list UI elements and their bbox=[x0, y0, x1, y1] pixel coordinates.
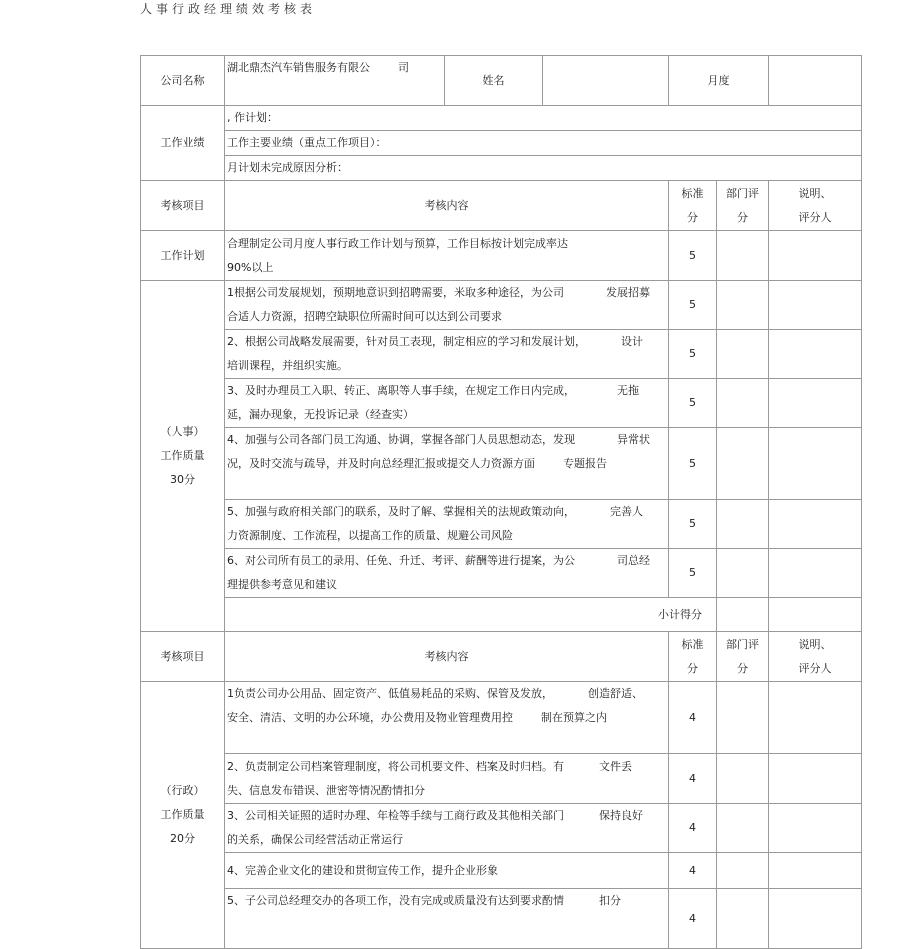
col-standard-header bbox=[669, 181, 717, 231]
month-label: 月度 bbox=[669, 56, 769, 106]
col-note-header bbox=[769, 632, 862, 682]
admin-section-label bbox=[141, 682, 225, 949]
hr-item-dept-score[interactable] bbox=[717, 500, 769, 549]
col-dept-header bbox=[717, 181, 769, 231]
work-plan-label: 工作计划 bbox=[141, 231, 225, 281]
hr-item-line1: 6、对公司所有员工的录用、任免、升迁、考评、薪酬等进行提案，为公 司总经 bbox=[227, 554, 650, 567]
admin-item-dept-score[interactable] bbox=[717, 754, 769, 804]
admin-item-line2: 的关系，确保公司经营活动正常运行 bbox=[227, 833, 403, 846]
table-row bbox=[141, 281, 862, 330]
hr-item-note[interactable] bbox=[769, 379, 862, 428]
col-item-header: 考核项目 bbox=[141, 181, 225, 231]
hr-item-line1: 5、加强与政府相关部门的联系，及时了解、掌握相关的法规政策动向， 完善人 bbox=[227, 505, 643, 518]
col-note-line1: 说明、 bbox=[798, 637, 832, 651]
admin-item-note[interactable] bbox=[769, 682, 862, 754]
hr-item-dept-score[interactable] bbox=[717, 549, 769, 598]
name-label: 姓名 bbox=[445, 56, 543, 106]
admin-item-note[interactable] bbox=[769, 889, 862, 949]
hr-item-dept-score[interactable] bbox=[717, 330, 769, 379]
company-value[interactable]: 湖北鼎杰汽车销售服务有限公 司 bbox=[225, 56, 445, 106]
col-dept-line2: 分 bbox=[737, 210, 748, 224]
hr-item-note[interactable] bbox=[769, 330, 862, 379]
admin-item-note[interactable] bbox=[769, 853, 862, 889]
admin-item-note[interactable] bbox=[769, 804, 862, 853]
admin-item-content bbox=[225, 804, 669, 853]
unfinished-analysis-line[interactable]: 月计划未完成原因分析： bbox=[225, 156, 862, 181]
subtotal-row bbox=[141, 598, 862, 632]
hr-label-line2: 工作质量 bbox=[160, 449, 205, 462]
admin-item-line1: 2、负责制定公司档案管理制度，将公司机要文件、档案及时归档。有 文件丢 bbox=[227, 759, 632, 773]
col-note-line1: 说明、 bbox=[798, 186, 832, 200]
col-dept-line1: 部门评 bbox=[726, 637, 759, 651]
col-dept-header bbox=[717, 632, 769, 682]
col-standard-line1: 标准 bbox=[681, 637, 704, 651]
hr-item-line2: 理提供参考意见和建议 bbox=[227, 578, 337, 591]
hr-item-score: 5 bbox=[669, 549, 717, 598]
col-content-header: 考核内容 bbox=[225, 632, 669, 682]
admin-item-score: 4 bbox=[669, 754, 717, 804]
hr-item-content bbox=[225, 500, 669, 549]
header-row bbox=[141, 56, 862, 106]
admin-label-line1: （行政） bbox=[160, 784, 205, 797]
admin-item-dept-score[interactable] bbox=[717, 682, 769, 754]
hr-item-score: 5 bbox=[669, 500, 717, 549]
table-row bbox=[141, 804, 862, 853]
document-title: 人事行政经理绩效考核表 bbox=[140, 2, 317, 16]
hr-item-line1: 3、及时办理员工入职、转正、离职等人事手续，在规定工作日内完成， 无拖 bbox=[227, 384, 639, 397]
hr-item-note[interactable] bbox=[769, 500, 862, 549]
hr-item-line1: 1根据公司发展规划，预期地意识到招聘需要，米取多种途径，为公司 发展招募 bbox=[227, 286, 650, 299]
hr-item-line1: 4、加强与公司各部门员工沟通、协调，掌握各部门人员思想动态，发现 异常状 bbox=[227, 433, 650, 446]
hr-item-score: 5 bbox=[669, 330, 717, 379]
hr-item-dept-score[interactable] bbox=[717, 379, 769, 428]
admin-item-note[interactable] bbox=[769, 754, 862, 804]
work-plan-row bbox=[141, 231, 862, 281]
company-label: 公司名称 bbox=[141, 56, 225, 106]
col-dept-line1: 部门评 bbox=[726, 186, 759, 200]
table-row bbox=[141, 549, 862, 598]
hr-item-score: 5 bbox=[669, 281, 717, 330]
month-value[interactable] bbox=[769, 56, 862, 106]
hr-item-score: 5 bbox=[669, 379, 717, 428]
table-row bbox=[141, 379, 862, 428]
work-plan-note[interactable] bbox=[769, 231, 862, 281]
admin-item-dept-score[interactable] bbox=[717, 804, 769, 853]
col-standard-line2: 分 bbox=[687, 210, 698, 224]
hr-item-note[interactable] bbox=[769, 549, 862, 598]
admin-item-line1: 3、公司相关证照的适时办理、年检等手续与工商行政及其他相关部门 保持良好 bbox=[227, 809, 643, 822]
col-note-line2: 评分人 bbox=[798, 210, 832, 224]
admin-item-dept-score[interactable] bbox=[717, 853, 769, 889]
subtotal-dept-score[interactable] bbox=[717, 598, 769, 632]
col-note-line2: 评分人 bbox=[798, 661, 832, 675]
admin-item-line1: 1负责公司办公用品、固定资产、低值易耗品的采购、保管及发放， 创造舒适、 bbox=[227, 687, 643, 700]
work-plan-score: 5 bbox=[669, 231, 717, 281]
assessment-table bbox=[140, 55, 862, 949]
hr-item-line2: 况，及时交流与疏导，并及时向总经理汇报或提交人力资源方面 专题报告 bbox=[227, 457, 607, 470]
admin-item-line2: 安全、清洁、文明的办公环境，办公费用及物业管理费用控 制在预算之内 bbox=[227, 711, 607, 724]
admin-item-line2: 失、信息发布错误、泄密等情况酌情扣分 bbox=[227, 783, 425, 797]
hr-item-line2: 培训课程，并组织实施。 bbox=[227, 359, 348, 372]
table-row bbox=[141, 853, 862, 889]
main-achievements-line[interactable]: 工作主要业绩（重点工作项目）： bbox=[225, 131, 862, 156]
work-plan-line[interactable]: , 作计划： bbox=[225, 106, 862, 131]
admin-label-line3: 20分 bbox=[170, 832, 195, 845]
column-header-row bbox=[141, 181, 862, 231]
hr-item-content bbox=[225, 281, 669, 330]
work-plan-content-line2: 90%以上 bbox=[227, 260, 274, 274]
hr-label-line3: 30分 bbox=[170, 473, 195, 486]
hr-item-note[interactable] bbox=[769, 281, 862, 330]
hr-item-content bbox=[225, 428, 669, 500]
work-performance-label: 工作业绩 bbox=[141, 106, 225, 181]
col-content-header: 考核内容 bbox=[225, 181, 669, 231]
hr-item-dept-score[interactable] bbox=[717, 281, 769, 330]
hr-section-label bbox=[141, 281, 225, 632]
admin-item-dept-score[interactable] bbox=[717, 889, 769, 949]
hr-item-line2: 合适人力资源，招聘空缺职位所需时间可以达到公司要求 bbox=[227, 310, 502, 323]
table-row bbox=[141, 428, 862, 500]
column-header-row bbox=[141, 632, 862, 682]
admin-item-content: 4、完善企业文化的建设和贯彻宣传工作，提升企业形象 bbox=[225, 853, 669, 889]
table-row bbox=[141, 330, 862, 379]
col-standard-line2: 分 bbox=[687, 661, 698, 675]
hr-item-line1: 2、根据公司战略发展需要，针对员工表现，制定相应的学习和发展计划， 设计 bbox=[227, 335, 643, 348]
admin-item-content bbox=[225, 754, 669, 804]
admin-item-score: 4 bbox=[669, 804, 717, 853]
hr-item-content bbox=[225, 379, 669, 428]
hr-item-note[interactable] bbox=[769, 428, 862, 500]
work-plan-content-line1: 合理制定公司月度人事行政工作计划与预算，工作目标按计划完成率达 bbox=[227, 236, 568, 250]
hr-item-line2: 延，漏办现象，无投诉记录（经查实） bbox=[227, 408, 414, 421]
work-plan-content bbox=[225, 231, 669, 281]
admin-label-line2: 工作质量 bbox=[160, 808, 205, 821]
col-note-header bbox=[769, 181, 862, 231]
work-plan-dept-score[interactable] bbox=[717, 231, 769, 281]
hr-item-score: 5 bbox=[669, 428, 717, 500]
admin-item-score: 4 bbox=[669, 889, 717, 949]
admin-item-content bbox=[225, 682, 669, 754]
table-row bbox=[141, 889, 862, 949]
hr-label-line1: （人事） bbox=[160, 425, 205, 438]
col-standard-line1: 标准 bbox=[681, 186, 704, 200]
hr-item-dept-score[interactable] bbox=[717, 428, 769, 500]
col-standard-header bbox=[669, 632, 717, 682]
hr-item-content bbox=[225, 549, 669, 598]
col-dept-line2: 分 bbox=[737, 661, 748, 675]
admin-item-score: 4 bbox=[669, 682, 717, 754]
table-row bbox=[141, 500, 862, 549]
name-value[interactable] bbox=[543, 56, 669, 106]
hr-item-line2: 力资源制度、工作流程，以提高工作的质量、规避公司风险 bbox=[227, 529, 513, 542]
admin-item-score: 4 bbox=[669, 853, 717, 889]
subtotal-label: 小计得分 bbox=[225, 598, 717, 632]
subtotal-note[interactable] bbox=[769, 598, 862, 632]
admin-item-content: 5、子公司总经理交办的各项工作，没有完成或质量没有达到要求酌情 扣分 bbox=[225, 889, 669, 949]
hr-item-content bbox=[225, 330, 669, 379]
table-row bbox=[141, 754, 862, 804]
col-item-header: 考核项目 bbox=[141, 632, 225, 682]
table-row bbox=[141, 682, 862, 754]
